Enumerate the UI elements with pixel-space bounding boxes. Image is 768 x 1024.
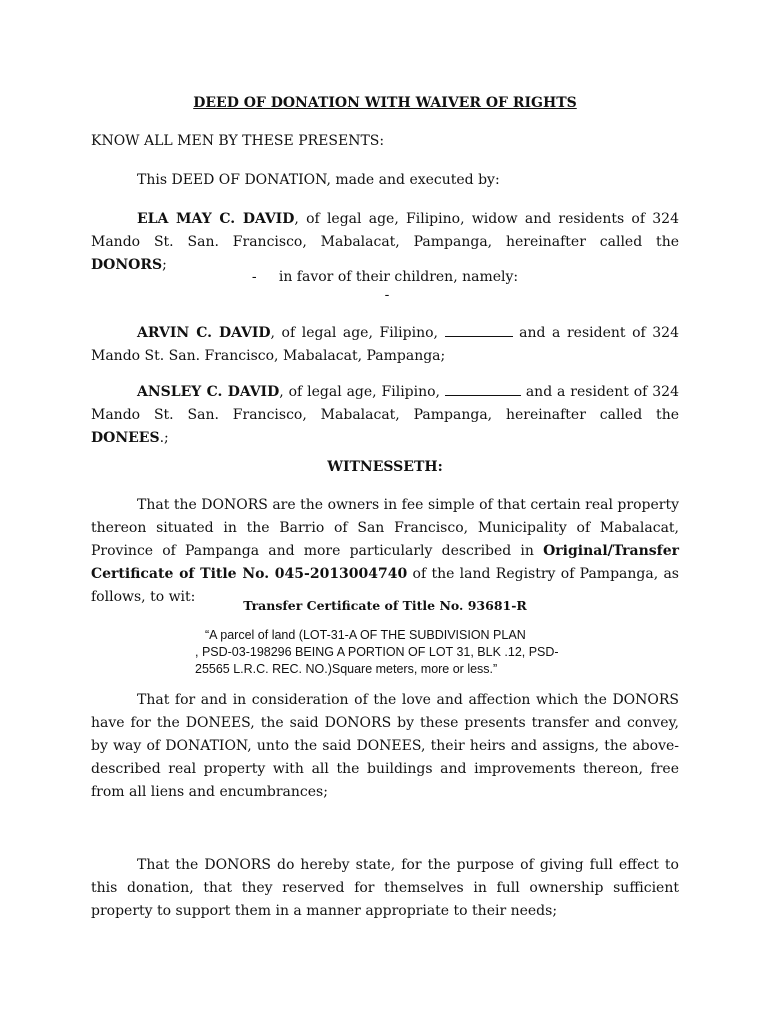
parcel-line-3: 25565 L.R.C. REC. NO.)Square meters, more or less.”	[195, 662, 498, 676]
property-text-2: of the land Registry of Pampanga, as follows, to wit:	[91, 566, 679, 605]
tct-heading: Transfer Certificate of Title No. 93681-R	[243, 598, 527, 613]
favor-dash: -	[251, 269, 257, 285]
donee1-paragraph	[91, 322, 679, 368]
donor-role: DONORS	[91, 257, 163, 273]
donee2-text-2: and a resident of 324 Mando St. San. Francisco, Mabalacat, Pampanga, hereinafter called the	[91, 384, 679, 423]
donee2-role: DONEES	[91, 430, 160, 446]
donee1-name: ARVIN C. DAVID	[137, 325, 271, 341]
consideration-paragraph: That for and in consideration of the love and affection which the DONORS have for the DONEES, the said DONORS by these presents transfer and convey, by way of DONATION, unto the said DONEES, their heirs and assigns, the above-described real property with all the buildings and improvements thereon, free from all liens and encumbrances;	[91, 692, 679, 800]
parcel-description	[195, 627, 565, 678]
title-number: Original/Transfer Certificate of Title No. 045-2013004740	[91, 543, 679, 582]
donee2-blank	[445, 382, 521, 396]
favor-dash-2: -	[384, 287, 390, 303]
property-paragraph	[91, 494, 679, 609]
donee1-text-1: , of legal age, Filipino,	[270, 325, 445, 341]
donee2-end: .;	[159, 430, 169, 446]
intro-line: This DEED OF DONATION, made and executed by:	[137, 172, 500, 188]
donee1-blank	[445, 323, 513, 337]
donor-text: , of legal age, Filipino, widow and residents of 324 Mando St. San. Francisco, Mabalacat, Pampanga, hereinafter called the	[91, 211, 679, 250]
donee2-paragraph	[91, 381, 679, 450]
donee1-text-2: and a resident of 324 Mando St. San. Francisco, Mabalacat, Pampanga;	[91, 325, 679, 364]
witnesseth-heading: WITNESSETH:	[327, 459, 443, 475]
donee2-name: ANSLEY C. DAVID	[137, 384, 280, 400]
know-all-heading: KNOW ALL MEN BY THESE PRESENTS:	[91, 133, 385, 149]
favor-text: in favor of their children, namely:	[278, 269, 519, 285]
document-title: DEED OF DONATION WITH WAIVER OF RIGHTS	[193, 95, 577, 111]
parcel-line-1: “A parcel of land (LOT-31-A OF THE SUBDIVISION PLAN	[205, 628, 526, 642]
parcel-line-2: , PSD-03-198296 BEING A PORTION OF LOT 31, BLK .12, PSD-	[195, 645, 559, 659]
donee2-text-1: , of legal age, Filipino,	[279, 384, 445, 400]
donor-name: ELA MAY C. DAVID	[137, 211, 295, 227]
property-text-1: That the DONORS are the owners in fee simple of that certain real property thereon situated in the Barrio of San Francisco, Municipality of Mabalacat, Province of Pampanga and more particularly described in	[91, 497, 679, 559]
donor-end: ;	[162, 257, 167, 273]
reservation-paragraph: That the DONORS do hereby state, for the purpose of giving full effect to this donation, that they reserved for themselves in full ownership sufficient property to support them in a manner appropriate to their needs;	[91, 857, 679, 919]
